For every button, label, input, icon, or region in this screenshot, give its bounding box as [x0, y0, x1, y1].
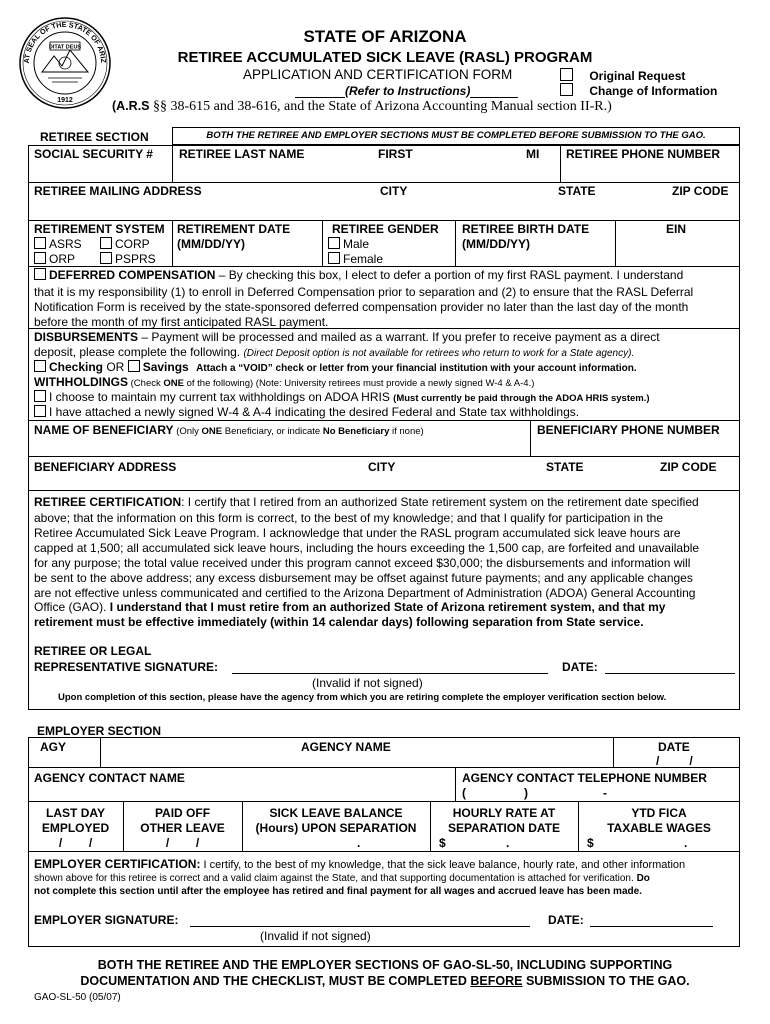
birth-date-field[interactable]: RETIREE BIRTH DATE [462, 222, 590, 236]
withholdings-option1-checkbox[interactable] [34, 390, 46, 402]
mi-field[interactable]: MI [526, 147, 540, 161]
employer-cert-text2a: shown above for this retiree is correct and a valid claim against the State, and that supporting documentation is attached for verification. [34, 873, 637, 884]
or-label: OR [103, 360, 128, 374]
beneficiary-address-field[interactable]: BENEFICIARY ADDRESS [34, 460, 177, 474]
hourly-rate-dot: . [506, 836, 510, 850]
employer-cert-title: EMPLOYER CERTIFICATION: [34, 857, 201, 871]
psprs-option[interactable] [100, 252, 156, 266]
employer-cert-l3: not complete this section until after the employee has retired and final payment for all wages and accrued leave has been made. [34, 886, 642, 897]
beneficiary-note-a: (Only [173, 426, 202, 437]
employer-cert-text1: I certify, to the best of my knowledge, that the sick leave balance, hourly rate, and other information [200, 859, 686, 871]
corp-label: CORP [115, 237, 150, 251]
employer-signature-label: EMPLOYER SIGNATURE: [34, 913, 179, 927]
retiree-signature-line[interactable] [232, 673, 548, 674]
male-label: Male [343, 237, 370, 251]
beneficiary-note-c: if none) [389, 426, 424, 437]
beneficiary-state-field[interactable]: STATE [546, 460, 584, 474]
retiree-section-label: RETIREE SECTION [40, 130, 149, 144]
employer-date-field[interactable]: DATE [658, 740, 690, 754]
beneficiary-note-b: Beneficiary, or indicate [222, 426, 323, 437]
orp-option[interactable] [34, 252, 75, 266]
retiree-signature-label1: RETIREE OR LEGAL [34, 644, 152, 658]
certification-l5: for any purpose; the total value received under this program cannot exceed $30,000; the disbursements and information will [34, 556, 691, 570]
agency-name-field[interactable]: AGENCY NAME [301, 740, 391, 754]
employer-cert-text2b: Do [636, 873, 650, 884]
account-type-row [34, 360, 637, 374]
disbursements-text1: – Payment will be processed and mailed as a warrant. If you prefer to receive payment as a direct [138, 330, 660, 344]
last-day-slashes[interactable]: / / [58, 836, 93, 850]
beneficiary-name-field[interactable] [34, 423, 424, 437]
deferred-comp-line2: that it is my responsibility (1) to enroll in Deferred Compensation prior to separation and (2) to ensure that the RASL Deferral [34, 285, 694, 299]
checking-checkbox[interactable] [34, 360, 46, 372]
upon-completion-note: Upon completion of this section, please have the agency from which you are retiring complete the employer verification section below. [58, 692, 667, 703]
last-day-label1: LAST DAY [46, 806, 105, 820]
city-field[interactable]: CITY [380, 184, 408, 198]
certification-l8 [34, 600, 665, 614]
retiree-date-line[interactable] [605, 673, 735, 674]
employer-cert-l2 [34, 873, 650, 884]
gender-label: RETIREE GENDER [332, 222, 439, 236]
beneficiary-note-nb: No Beneficiary [322, 426, 390, 437]
refer-text: (Refer to Instructions) [345, 84, 471, 98]
employer-date-slashes: / / [656, 754, 693, 768]
sick-leave-label1: SICK LEAVE BALANCE [269, 806, 403, 820]
phone-paren-close: ) [524, 786, 528, 800]
asrs-option[interactable] [34, 237, 82, 251]
birth-date-format: (MM/DD/YY) [462, 237, 530, 251]
retirement-date-field[interactable]: RETIREMENT DATE [177, 222, 291, 236]
orp-label: ORP [49, 252, 76, 266]
sick-leave-label2: (Hours) UPON SEPARATION [255, 821, 417, 835]
form-title: APPLICATION AND CERTIFICATION FORM [243, 67, 513, 82]
mailing-address-field[interactable]: RETIREE MAILING ADDRESS [34, 184, 202, 198]
gao-banner [172, 127, 740, 145]
ytd-fica-dot: . [684, 836, 688, 850]
phone-dash: - [603, 786, 607, 800]
state-title: STATE OF ARIZONA [303, 27, 467, 46]
certification-l7: are not effective unless communicated and certified to the Arizona Department of Administration (ADOA) General Accounting [34, 586, 696, 600]
ssn-field[interactable]: SOCIAL SECURITY # [34, 147, 153, 161]
asrs-label: ASRS [49, 237, 82, 251]
deferred-comp-line1 [34, 268, 683, 282]
employer-invalid-note: (Invalid if not signed) [260, 929, 371, 943]
retirement-system-label: RETIREMENT SYSTEM [34, 222, 165, 236]
withholdings-option1[interactable] [34, 390, 650, 404]
ars-reference [112, 99, 612, 115]
withholdings-option2-checkbox[interactable] [34, 405, 46, 417]
footer-text2a: DOCUMENTATION AND THE CHECKLIST, MUST BE COMPLETED [80, 974, 471, 988]
savings-checkbox[interactable] [128, 360, 140, 372]
change-info-label: Change of Information [589, 84, 718, 98]
corp-option[interactable] [100, 237, 150, 251]
certification-text8b: I understand that I must retire from an authorized State of Arizona retirement system, and that my [109, 600, 666, 614]
footer-line1: BOTH THE RETIREE AND THE EMPLOYER SECTIONS OF GAO-SL-50, INCLUDING SUPPORTING [97, 958, 673, 972]
withholdings-option2[interactable] [34, 405, 579, 419]
beneficiary-phone-field[interactable]: BENEFICIARY PHONE NUMBER [537, 423, 720, 437]
state-field[interactable]: STATE [558, 184, 596, 198]
paid-off-label2: OTHER LEAVE [140, 821, 225, 835]
ein-field[interactable]: EIN [666, 222, 687, 236]
svg-text:1912: 1912 [57, 97, 73, 104]
female-checkbox[interactable] [328, 252, 340, 264]
deferred-comp-line3: Notification Form is received by the state-sponsored deferred compensation provider no later than the last day of the month [34, 300, 689, 314]
agency-contact-field[interactable]: AGENCY CONTACT NAME [34, 771, 185, 785]
footer-text2c: SUBMISSION TO THE GAO. [522, 974, 690, 988]
savings-label: Savings [142, 360, 189, 374]
form-id: GAO-SL-50 (05/07) [34, 992, 121, 1003]
retiree-date-label: DATE: [562, 660, 598, 674]
asrs-checkbox[interactable] [34, 237, 46, 249]
retiree-signature-label2: REPRESENTATIVE SIGNATURE: [34, 660, 219, 674]
certification-l2: above; that the information on this form is correct, to the best of my knowledge; and that I qualify for participation in the [34, 511, 664, 525]
certification-l9: retirement must be effective immediately (within 14 calendar days) following separation from State service. [34, 615, 644, 629]
paid-off-slashes[interactable]: / / [165, 836, 200, 850]
withholdings-header [34, 375, 534, 389]
phone-paren-open: ( [462, 786, 466, 800]
female-option[interactable] [328, 252, 383, 266]
ytd-fica-dollar[interactable]: $ [587, 836, 594, 850]
beneficiary-city-field[interactable]: CITY [368, 460, 396, 474]
beneficiary-zip-field[interactable]: ZIP CODE [660, 460, 717, 474]
hourly-rate-label2: SEPARATION DATE [447, 821, 560, 835]
checking-label: Checking [49, 360, 104, 374]
change-info-option[interactable] [560, 83, 717, 98]
paid-off-label1: PAID OFF [154, 806, 211, 820]
footer-line2 [0, 974, 770, 988]
male-checkbox[interactable] [328, 237, 340, 249]
ars-rest: §§ 38-615 and 38-616, and the State of Arizona Accounting Manual section II-R.) [149, 99, 612, 114]
certification-l1 [34, 495, 699, 509]
first-name-field[interactable]: FIRST [378, 147, 413, 161]
retirement-date-format: (MM/DD/YY) [177, 237, 245, 251]
employer-date-line[interactable] [590, 926, 713, 927]
retiree-phone-field[interactable]: RETIREE PHONE NUMBER [566, 147, 721, 161]
withholdings-note-one: ONE [163, 378, 184, 389]
footer-before: BEFORE [470, 974, 523, 988]
employer-date-label: DATE: [548, 913, 584, 927]
withholdings-option2-label: I have attached a newly signed W-4 & A-4 indicating the desired Federal and State tax withholdings. [49, 405, 580, 419]
deferred-comp-checkbox[interactable] [34, 268, 46, 280]
employer-section-label: EMPLOYER SECTION [37, 724, 162, 738]
refer-instructions [295, 84, 518, 98]
disbursements-title: DISBURSEMENTS [34, 330, 139, 344]
psprs-checkbox[interactable] [100, 252, 112, 264]
disbursements-line2 [34, 345, 634, 359]
male-option[interactable] [328, 237, 369, 251]
zip-field[interactable]: ZIP CODE [672, 184, 729, 198]
certification-l4: capped at 1,500; all accumulated sick leave hours, including the hours exceeding the 1,500 cap, are forfeited and unavailable [34, 541, 700, 555]
gao-banner-text: BOTH THE RETIREE AND EMPLOYER SECTIONS MUST BE COMPLETED BEFORE SUBMISSION TO THE GAO. [206, 130, 706, 141]
withholdings-option1-note: (Must currently be paid through the ADOA HRIS system.) [393, 393, 650, 404]
orp-checkbox[interactable] [34, 252, 46, 264]
agency-contact-phone-field[interactable]: AGENCY CONTACT TELEPHONE NUMBER [462, 771, 707, 785]
psprs-label: PSPRS [115, 252, 156, 266]
female-label: Female [343, 252, 384, 266]
beneficiary-note-one: ONE [201, 426, 223, 437]
last-name-field[interactable]: RETIREE LAST NAME [179, 147, 305, 161]
certification-l3: Retiree Accumulated Sick Leave Program. I acknowledge that under the RASL program accumulated sick leave hours are [34, 526, 681, 540]
certification-title: RETIREE CERTIFICATION [34, 495, 182, 509]
disbursements-line1 [34, 330, 660, 344]
certification-text1: : I certify that I retired from an authorized State retirement system on the retirement date specified [181, 495, 699, 509]
employer-signature-line[interactable] [190, 926, 530, 927]
original-request-label: Original Request [589, 69, 686, 83]
corp-checkbox[interactable] [100, 237, 112, 249]
withholdings-title: WITHHOLDINGS [34, 375, 128, 389]
certification-l6: be sent to the above address; any excess disbursement may be offset against future payments; and any applicable changes [34, 571, 693, 585]
direct-deposit-note: (Direct Deposit option is not available for retirees who return to work for a State agency). [243, 348, 635, 359]
last-day-label2: EMPLOYED [41, 821, 110, 835]
sick-leave-dot[interactable]: . [357, 836, 361, 850]
deferred-comp-text1: – By checking this box, I elect to defer a portion of my first RASL payment. I understand [215, 268, 684, 282]
original-request-checkbox[interactable] [560, 68, 573, 81]
disbursements-text2: deposit, please complete the following. [34, 345, 244, 359]
change-info-checkbox[interactable] [560, 83, 573, 96]
ars-prefix: (A.R.S [112, 99, 150, 113]
original-request-option[interactable] [560, 68, 685, 83]
withholdings-note-a: (Check [128, 378, 164, 389]
withholdings-note-b: of the following) (Note: University retirees must provide a newly signed W-4 & A-4.) [183, 378, 535, 389]
svg-text:GREAT SEAL OF THE STATE OF ARI: AT SEAL OF THE STATE OF ARIZ [21, 19, 109, 64]
deferred-comp-line4: before the month of my first anticipated RASL payment. [34, 315, 329, 329]
void-check-note: Attach a “VOID” check or letter from your financial institution with your account information. [196, 363, 637, 374]
svg-text:DITAT DEUS: DITAT DEUS [48, 44, 82, 51]
agy-field[interactable]: AGY [40, 740, 67, 754]
beneficiary-name-label: NAME OF BENEFICIARY [34, 423, 174, 437]
certification-text8a: Office (GAO). [34, 600, 110, 614]
withholdings-option1-label: I choose to maintain my current tax withholdings on ADOA HRIS [49, 390, 394, 404]
hourly-rate-dollar[interactable]: $ [439, 836, 446, 850]
deferred-comp-title: DEFERRED COMPENSATION [49, 268, 216, 282]
retiree-invalid-note: (Invalid if not signed) [312, 676, 423, 690]
program-title: RETIREE ACCUMULATED SICK LEAVE (RASL) PROGRAM [177, 49, 593, 66]
hourly-rate-label1: HOURLY RATE AT [452, 806, 556, 820]
ytd-fica-label2: TAXABLE WAGES [607, 821, 711, 835]
ytd-fica-label1: YTD FICA [631, 806, 687, 820]
employer-cert-l1 [34, 857, 685, 871]
